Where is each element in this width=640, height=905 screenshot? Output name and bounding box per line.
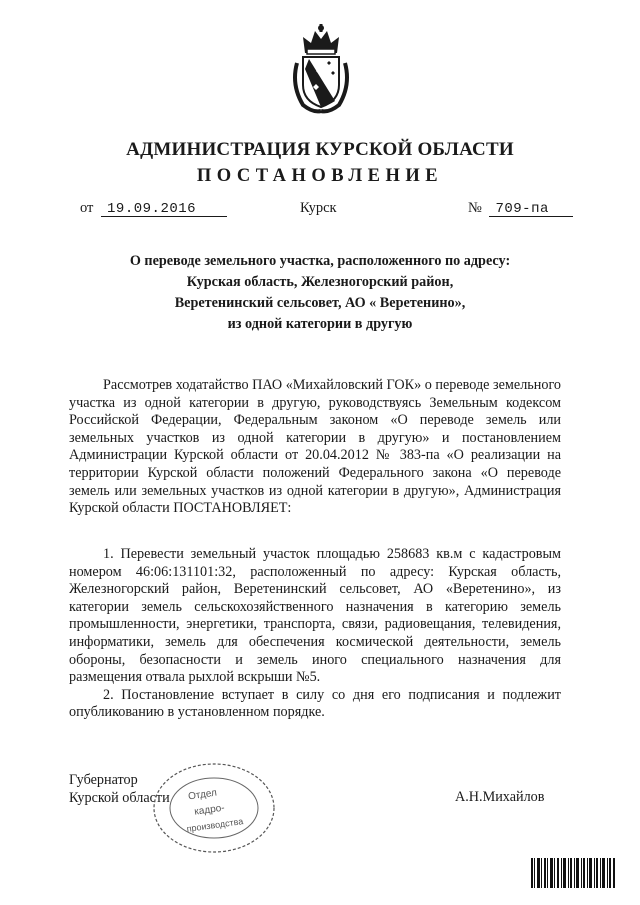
position-line: Курской области [69,789,170,806]
stamp-text-line: производства [185,816,244,834]
item-1: 1. Перевести земельный участок площадью 258683 кв.м с кадастровым номером 46:06:131101:32, расположенный по адресу: Курская область, Железногорский район, Веретенинский сельсовет, АО «Веретенино», из категории земель сельскохозяйственного назначения в категорию земель промышленности, энергетики, транспорта, связи, радиовещания, телевидения, информатики, земель для обеспечения космической деятельности, земель обороны, безопасности и земель иного специального назначения для размещения отвала рыхлой вскрыши №5. [69,546,561,686]
stamp-icon [150,760,278,856]
signatory-name: А.Н.Михайлов [455,789,545,805]
title-line: Веретенинский сельсовет, АО « Веретенино», [174,295,466,311]
position-line: Губернатор [69,772,138,788]
organization-title: АДМИНИСТРАЦИЯ КУРСКОЙ ОБЛАСТИ [126,139,514,160]
date-field [80,200,227,217]
document-city: Курск [300,200,337,216]
document-title [90,251,550,335]
barcode-icon [531,858,615,888]
date-prefix: от [80,200,94,216]
document-type: ПОСТАНОВЛЕНИЕ [196,166,444,186]
number-field [468,200,573,217]
item-2: 2. Постановление вступает в силу со дня его подписания и подлежит опубликованию в установленном порядке. [69,686,561,721]
resolution-items [69,546,561,722]
document-date: 19.09.2016 [101,202,227,217]
stamp-text-line: кадро- [193,802,226,818]
title-line: О переводе земельного участка, расположенного по адресу: [129,253,511,269]
preamble-paragraph [69,377,561,518]
title-line: из одной категории в другую [227,316,413,332]
coat-of-arms-icon [289,23,353,115]
preamble-text: Рассмотрев ходатайство ПАО «Михайловский ГОК» о переводе земельного участка из одной категории в другую, руководствуясь Земельным кодексом Российской Федерации, Федеральным законом «О переводе земель или земельных участков из одной категории в другую» и постановлением Администрации Курской области от 20.04.2012 № 383-па «О реализации на территории Курской области положений Федерального закона «О переводе земель или земельных участков из одной категории в другую», Администрация Курской области ПОСТАНОВЛЯЕТ: [69,377,561,517]
document-number: 709-па [489,202,573,217]
title-line: Курская область, Железногорский район, [186,274,454,290]
stamp-text-line: Отдел [187,787,218,803]
number-prefix: № [468,200,482,216]
